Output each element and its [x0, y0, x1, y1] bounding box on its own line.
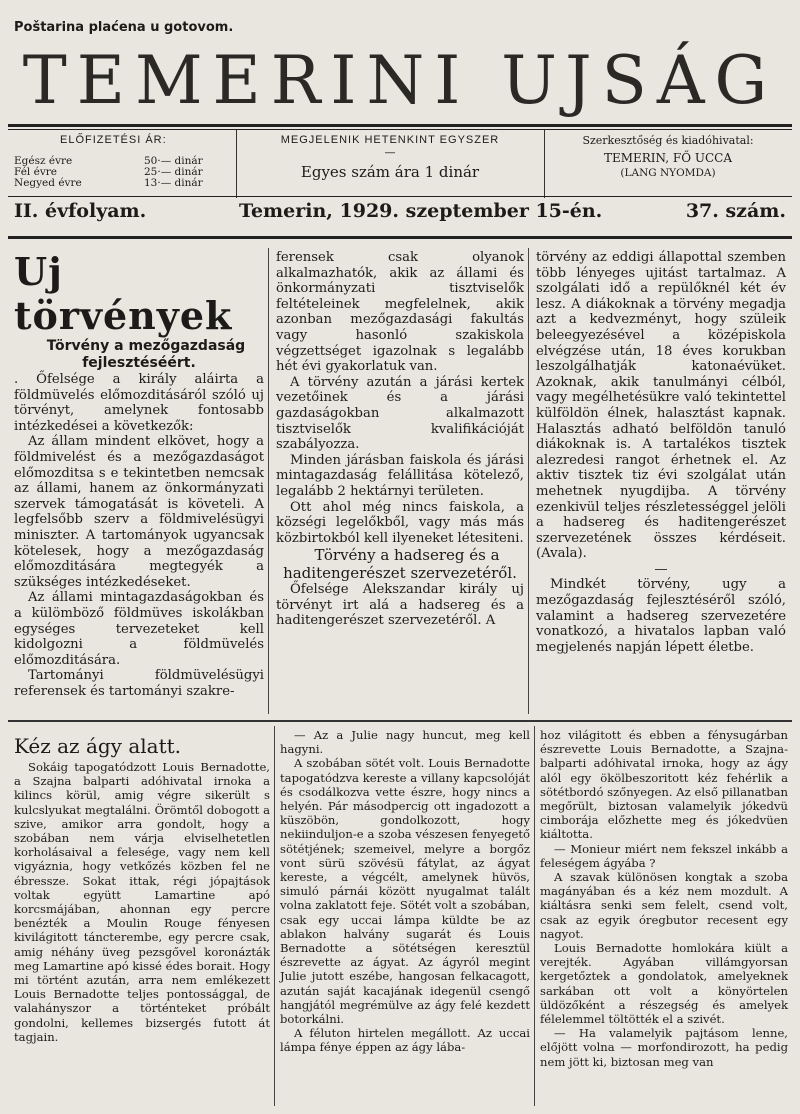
story-paragraph: — Ha valamelyik pajtásom lenne, előjött volna — morfondirozott, ha pedig nem jött ki, biztosan meg van: [540, 1026, 788, 1069]
price-row: [14, 178, 234, 189]
story-column-1: [14, 732, 270, 1044]
info-divider: [236, 130, 237, 198]
frequency-text: MEGJELENIK HETENKINT EGYSZER: [280, 134, 500, 146]
column-rule: [528, 248, 529, 714]
subscription-label: ELŐFIZETÉSI ÁR:: [60, 134, 167, 146]
article-paragraph: ferensek csak olyanok alkalmazhatók, akik az állami és önkormányzati tisztviselők feltételeinek megfelelnek, akik azonban mezőgazdasági fakultás vagy hasonló szakiskola végzettséget igazolnak s legalább hét évi gyakorlatuk van.: [276, 250, 524, 375]
article-paragraph: Őfelsége Alekszandar király uj törvényt irt alá a hadsereg és a haditengerészet szervezetéről. A: [276, 582, 524, 629]
issue-number: 37. szám.: [685, 200, 786, 222]
article-paragraph: Mindkét törvény, ugy a mezőgazdaság fejlesztéséről szóló, valamint a hadsereg szervezetére vonatkozó, a hivatalos lapban való megjelenés napján lépett életbe.: [536, 577, 786, 655]
office-press: (LANG NYOMDA): [620, 167, 716, 179]
story-paragraph: hoz világitott és ebben a fénysugárban észrevette Louis Bernadotte, a Szajna-balparti adóhivatal irnoka, hogy az ágy alól egy ökölbeszoritott kéz fehérlik a sötétbordó szőnyegen. Az első pillanatban megőrült, biztosan valamelyik jókedvü cimborája előzhette meg és jókedvüen kiáltotta.: [540, 728, 788, 842]
office-place: TEMERIN, FŐ UCCA: [603, 151, 733, 165]
single-price: Egyes szám ára 1 dinár: [300, 163, 480, 181]
article-paragraph: Minden járásban faiskola és járási mintagazdaság felállitása kötelező, legalább 2 hektárnyi területen.: [276, 452, 524, 499]
article-subtitle: Törvény a mezőgazdaság fejlesztéséért.: [46, 338, 246, 371]
column-rule: [534, 726, 535, 1106]
newspaper-masthead: TEMERINI UJSÁG: [22, 42, 778, 119]
story-column-2: [280, 728, 530, 1055]
postage-note: Poštarina plaćena u gotovom.: [14, 20, 234, 35]
price-value: 13·— dinár: [144, 177, 203, 189]
story-paragraph: A szobában sötét volt. Louis Bernadotte tapogatódzva kereste a villany kapcsolóját és csodálkozva vette észre, hogy nincs a helyén. Pár másodpercig ott ingadozott a küszöbön, gondolkozott, hogy nekiinduljon-e a szoba vészesen fenyegető sötétjének; szemeivel, melyre a borgőz vont sürü szövésü fátylat, az ágyat kereste, a végcélt, amelynek hüvös, simuló párnái között nyugalmat talált volna zaklatott feje. Sötét volt a szobában, csak egy uccai lámpa küldte be az ablakon halvány sugarát és Louis Bernadotte a sötétségen keresztül észrevette az ágyat. Az ágyról megint Julie jutott eszébe, hangosan felkacagott, azután saját kacajának idegenül csengő hangjától megrémülve az ágy felé kezdett botorkálni.: [280, 756, 530, 1027]
info-divider: [544, 130, 545, 198]
office-box: [548, 128, 788, 202]
issue-rule-top: [8, 196, 792, 197]
article-paragraph: törvény az eddigi állapottal szemben több lényeges ujitást tartalmaz. A szolgálati idő a repülőknél két év lesz. A diákoknak a törvény megadja azt a kedvezményt, hogy szüleik beleegyezésével a középiskola elvégzése után, 18 éves korukban leszolgálhatják katonaévüket. Azoknak, akik tanulmányi célból, vagy megélhetésükre való tekintettel külföldön élnek, halasztást kapnak. Halasztás adható belföldön tanuló diákoknak is. A tartalékos tisztek alezredesi rangot érhetnek el. Az aktiv tisztek tiz évi szolgálat után mehetnek nyugdijba. A törvény ezenkivül teljes részletességgel jelöli a hadsereg és haditengerészet szervezetének összes kérdéseit. (Avala).: [536, 250, 786, 562]
article-column-2: [276, 250, 524, 629]
issue-rule-bottom: [8, 236, 792, 239]
article-subtitle: Törvény a hadsereg és a haditengerészet szervezetéről.: [283, 546, 517, 583]
masthead-rule-top: [8, 124, 792, 127]
article-paragraph: Tartományi földmüvelésügyi referensek és tartományi szakre-: [14, 668, 264, 699]
story-paragraph: A féluton hirtelen megállott. Az uccai lámpa fénye éppen az ágy lába-: [280, 1026, 530, 1055]
article-dash: —: [654, 561, 668, 577]
story-paragraph: — Monieur miért nem fekszel inkább a feleségem ágyába ?: [540, 841, 788, 870]
story-paragraph: — Az a Julie nagy huncut, meg kell hagyni.: [280, 728, 530, 757]
story-title: Kéz az ágy alatt.: [14, 734, 182, 758]
article-paragraph: Ott ahol még nincs faiskola, a községi legelőkből, vagy más más közbirtokból kell ilyeneket létesiteni.: [276, 499, 524, 546]
office-label: Szerkesztőség és kiadóhivatal:: [582, 134, 754, 147]
issue-line: [14, 200, 786, 230]
column-rule: [274, 726, 275, 1106]
column-rule: [268, 248, 269, 714]
article-paragraph: Az állami mintagazdaságokban és a külömböző földmüves iskolákban egységes tervezeteket kell kidolgozni a földmüvelés előmozditására.: [14, 590, 264, 668]
subscription-box: [14, 128, 234, 202]
volume-label: II. évfolyam.: [14, 200, 147, 222]
article-paragraph: . Őfelsége a király aláirta a földmüvelés előmozditásáról szóló uj törvényt, amelynek fontosabb intézkedései a következők:: [14, 372, 264, 434]
price-label: Negyed évre: [14, 177, 82, 189]
story-paragraph: A szavak különösen kongtak a szoba magányában és a kéz nem mozdult. A kiáltásra senki sem felelt, csend volt, csak az egyik óregbutor recesent egy nagyot.: [540, 870, 788, 941]
article-title: Uj törvények: [14, 249, 233, 338]
story-column-3: [540, 728, 788, 1069]
article-column-3: [536, 250, 786, 655]
story-paragraph: Louis Bernadotte homlokára kiült a verejték. Agyában villámgyorsan kergetőztek a gondolatok, amelyeknek sarkában ott volt a könyörtelen üldözőként a részegség és amelyek félelemmel töltötték el a szivét.: [540, 941, 788, 1027]
article-paragraph: Az állam mindent elkövet, hogy a földmivelést és a mezőgazdaságot előmozditsa s e tekintetben nemcsak az állami, hanem az önkormányzati szervek támogatását is követeli. A legfelsőbb szerv a földmivelésügyi miniszter. A tartományok ugyancsak kötelesek, hogy a mezőgazdaság előmozditására megtegyék a szükséges intézkedéseket.: [14, 434, 264, 590]
article-paragraph: A törvény azután a járási kertek vezetőinek és a járási gazdaságokban alkalmazott tisztviselők kvalifikációját szabályozza.: [276, 374, 524, 453]
frequency-dash: —: [384, 146, 396, 159]
frequency-box: [240, 128, 540, 202]
story-paragraph: Sokáig tapogatódzott Louis Bernadotte, a Szajna balparti adóhivatal irnoka a kilincs körül, amig végre sikerült s kulcslyukat megtalálni. Örömtől dobogott a szive, amikor arra gondolt, hogy a szobában nem várja elviselhetetlen korholásaival a felesége, vagy nem kell vigyáznia, hogy vetkőzés közben fel ne ébressze. Sokat ittak, régi jópajtások voltak együtt Lamartine apó korcsmájában, ahonnan egy percre benézték a Moulin Rouge fényesen kivilágitott táncterembe, egy percre csak, amig néhány üveg pezsgővel koronázták meg Lamartine apó kissé édes borait. Hogy mi történt azután, arra nem emlékezett Louis Bernadotte teljes pontossággal, de valahányszor a történteket próbált gondolni, kellemes bizsergés futott át tagjain.: [14, 760, 271, 1044]
price-value: 50·— dinár: [144, 155, 203, 167]
section-rule: [8, 720, 792, 722]
price-value: 25·— dinár: [144, 166, 203, 178]
issue-date: Temerin, 1929. szeptember 15-én.: [239, 200, 603, 222]
article-column-1: [14, 250, 264, 699]
price-label: Fél évre: [14, 166, 57, 178]
price-label: Egész évre: [14, 155, 73, 167]
